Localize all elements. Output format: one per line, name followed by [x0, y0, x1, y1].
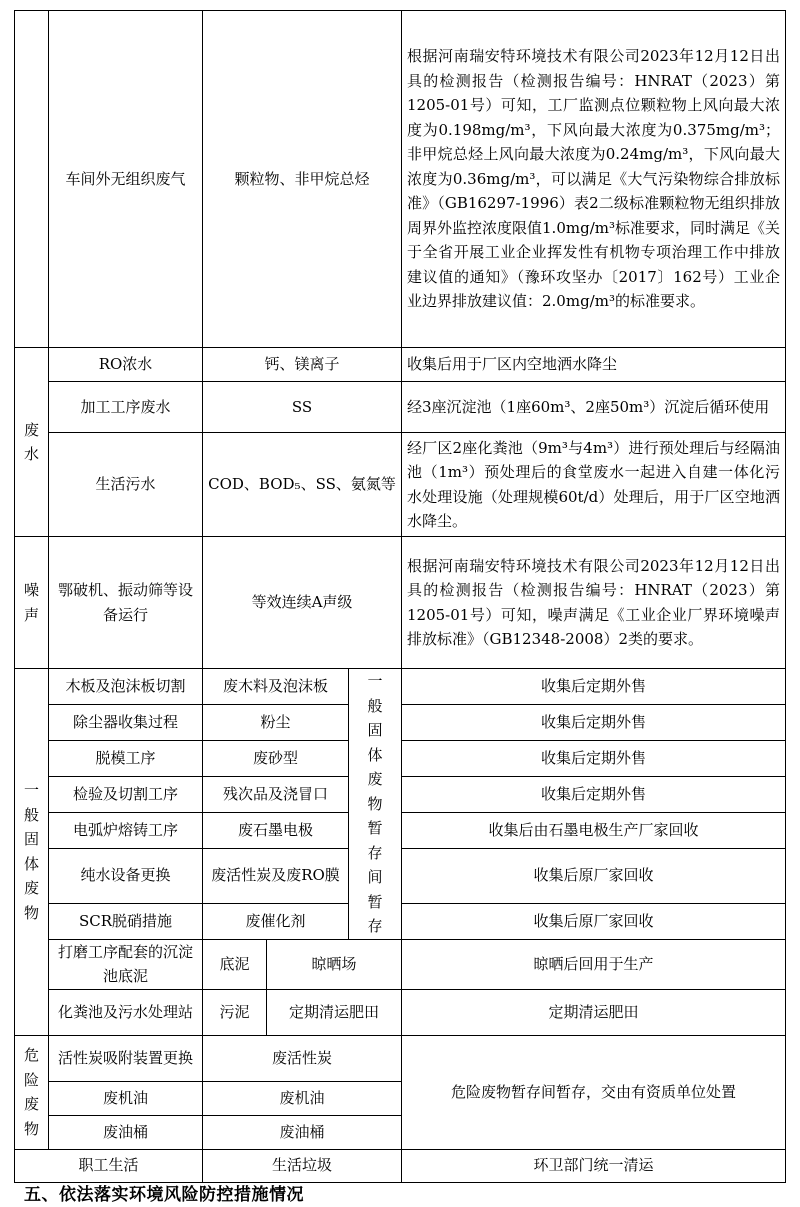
pollutant-cell: 生活垃圾: [203, 1149, 402, 1182]
source-cell: 废机油: [49, 1081, 203, 1115]
table-row: [15, 1149, 786, 1182]
measure-cell: 晾晒后回用于生产: [402, 939, 786, 989]
category-cell: 废水: [15, 348, 49, 537]
source-cell: 打磨工序配套的沉淀池底泥: [49, 939, 203, 989]
measure-cell: 收集后用于厂区内空地洒水降尘: [402, 348, 786, 382]
source-cell: 检验及切割工序: [49, 776, 203, 812]
table-row: [15, 11, 786, 348]
measure-cell: 经厂区2座化粪池（9m³与4m³）进行预处理后与经隔油池（1m³）预处理后的食堂废水一起进入自建一体化污水处理设施（处理规模60t/d）处理后，用于厂区空地洒水降尘。: [402, 433, 786, 537]
measure-cell: 收集后原厂家回收: [402, 903, 786, 939]
pollutant-cell: 废木料及泡沫板: [203, 669, 349, 705]
table-row: [15, 382, 786, 433]
category-cell: 危险废物: [15, 1035, 49, 1149]
pollutant-cell: SS: [203, 382, 402, 433]
source-cell: 废油桶: [49, 1115, 203, 1149]
measure-cell: 收集后由石墨电极生产厂家回收: [402, 812, 786, 848]
source-cell: 生活污水: [49, 433, 203, 537]
pollutant-cell: 废活性炭: [203, 1035, 402, 1081]
measure-cell: 根据河南瑞安特环境技术有限公司2023年12月12日出具的检测报告（检测报告编号：HNRAT（2023）第1205-01号）可知，噪声满足《工业企业厂界环境噪声排放标准》（GB12348-2008）2类的要求。: [402, 537, 786, 669]
source-cell: 车间外无组织废气: [49, 11, 203, 348]
source-cell: 除尘器收集过程: [49, 704, 203, 740]
measure-cell: 经3座沉淀池（1座60m³、2座50m³）沉淀后循环使用: [402, 382, 786, 433]
measure-cell: 收集后定期外售: [402, 776, 786, 812]
pollutant-cell: 废砂型: [203, 740, 349, 776]
table-row: [15, 989, 786, 1035]
pollutant-cell: 钙、镁离子: [203, 348, 402, 382]
pollution-control-table: [14, 10, 786, 1183]
storage-cell: 一般固体废物暂存间暂存: [349, 669, 402, 940]
table-row: [15, 348, 786, 382]
measure-cell: 定期清运肥田: [402, 989, 786, 1035]
pollutant-cell: 残次品及浇冒口: [203, 776, 349, 812]
pollutant-cell: 废机油: [203, 1081, 402, 1115]
pollutant-cell: COD、BOD₅、SS、氨氮等: [203, 433, 402, 537]
source-cell: RO浓水: [49, 348, 203, 382]
table-row: [15, 537, 786, 669]
source-cell: 纯水设备更换: [49, 848, 203, 903]
source-cell: 职工生活: [15, 1149, 203, 1182]
pollutant-cell: 等效连续A声级: [203, 537, 402, 669]
measure-cell: 收集后原厂家回收: [402, 848, 786, 903]
source-cell: 鄂破机、振动筛等设备运行: [49, 537, 203, 669]
measure-cell: 收集后定期外售: [402, 740, 786, 776]
pollutant-cell: 废石墨电极: [203, 812, 349, 848]
storage-cell: 晾晒场: [267, 939, 402, 989]
source-cell: 电弧炉熔铸工序: [49, 812, 203, 848]
category-cell-empty: [15, 11, 49, 348]
measure-cell: 收集后定期外售: [402, 704, 786, 740]
pollutant-cell: 废油桶: [203, 1115, 402, 1149]
table-row: [15, 433, 786, 537]
pollutant-cell: 废活性炭及废RO膜: [203, 848, 349, 903]
measure-cell: 危险废物暂存间暂存，交由有资质单位处置: [402, 1035, 786, 1149]
section-heading: 五、依法落实环境风险防控措施情况: [24, 1185, 304, 1205]
pollutant-cell: 粉尘: [203, 704, 349, 740]
source-cell: 脱模工序: [49, 740, 203, 776]
pollutant-cell: 污泥: [203, 989, 267, 1035]
measure-cell: 收集后定期外售: [402, 669, 786, 705]
category-cell: 一般固体废物: [15, 669, 49, 1036]
source-cell: SCR脱硝措施: [49, 903, 203, 939]
table-row: [15, 669, 786, 705]
source-cell: 木板及泡沫板切割: [49, 669, 203, 705]
source-cell: 化粪池及污水处理站: [49, 989, 203, 1035]
table-row: [15, 939, 786, 989]
measure-cell: 根据河南瑞安特环境技术有限公司2023年12月12日出具的检测报告（检测报告编号：HNRAT（2023）第1205-01号）可知，工厂监测点位颗粒物上风向最大浓度为0.198mg/m³，下风向最大浓度为0.375mg/m³；非甲烷总烃上风向最大浓度为0.24mg/m³，下风向最大浓度为0.36mg/m³，可以满足《大气污染物综合排放标准》（GB16297-1996）表2二级标准颗粒物无组织排放周界外监控浓度限值1.0mg/m³标准要求，同时满足《关于全省开展工业企业挥发性有机物专项治理工作中排放建议值的通知》（豫环攻坚办〔2017〕162号）工业企业边界排放建议值：2.0mg/m³的标准要求。: [402, 11, 786, 348]
measure-cell: 环卫部门统一清运: [402, 1149, 786, 1182]
category-cell: 噪声: [15, 537, 49, 669]
source-cell: 活性炭吸附装置更换: [49, 1035, 203, 1081]
pollutant-cell: 颗粒物、非甲烷总烃: [203, 11, 402, 348]
storage-cell: 定期清运肥田: [267, 989, 402, 1035]
pollutant-cell: 废催化剂: [203, 903, 349, 939]
source-cell: 加工工序废水: [49, 382, 203, 433]
table-row: [15, 1035, 786, 1081]
pollutant-cell: 底泥: [203, 939, 267, 989]
